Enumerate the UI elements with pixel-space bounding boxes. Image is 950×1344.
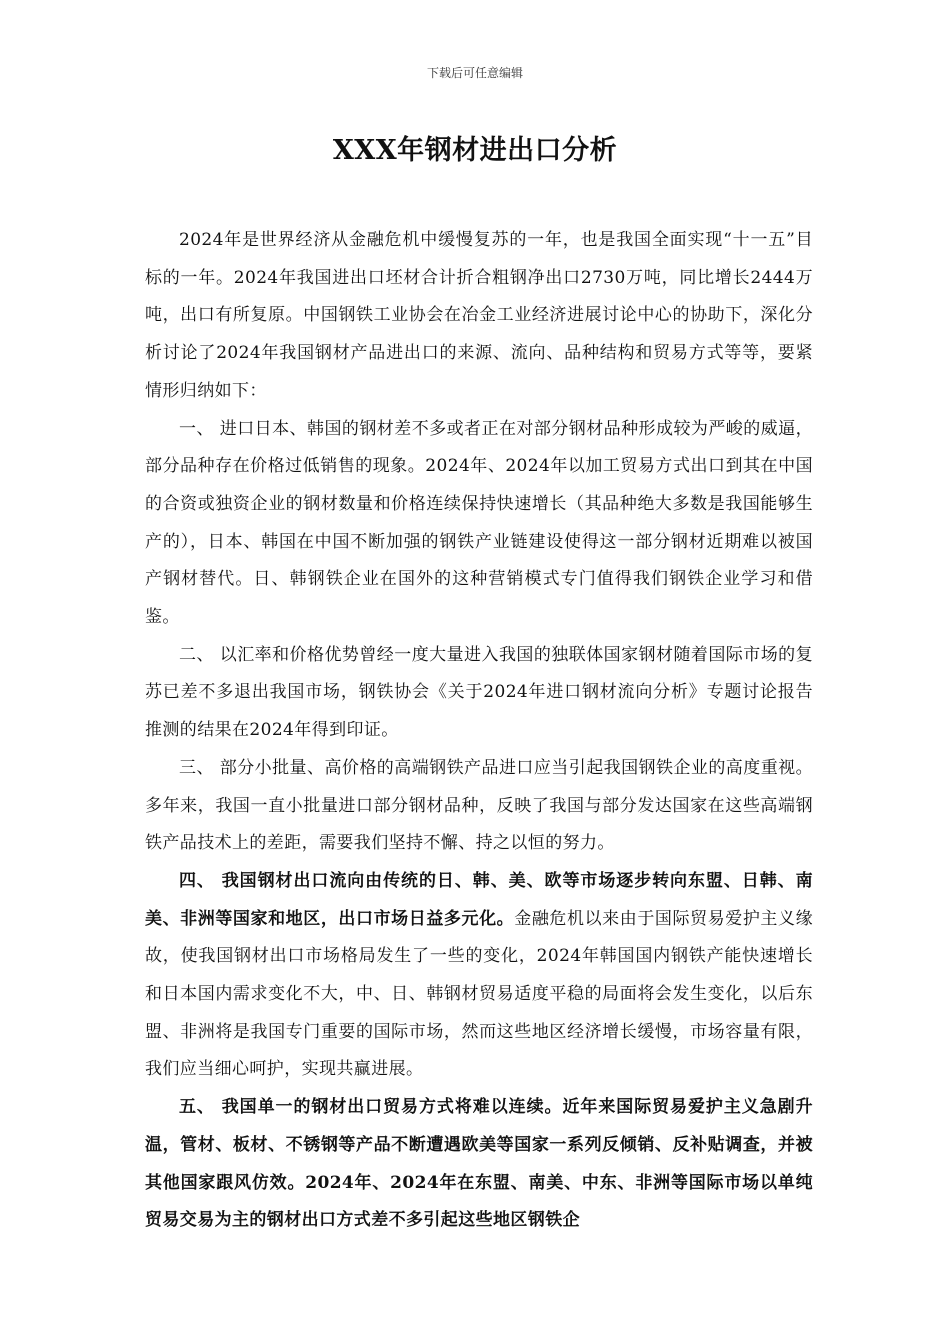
paragraph-point-5 [145,1089,813,1240]
paragraph-text: 二、 以汇率和价格优势曾经一度大量进入我国的独联体国家钢材随着国际市场的复苏已差不多退出我国市场，钢铁协会《关于2024年进口钢材流向分析》专题讨论报告推测的结果在2024年得到印证。 [145,644,813,741]
paragraph-text: 2024年是世界经济从金融危机中缓慢复苏的一年，也是我国全面实现“十一五”目标的一年。2024年我国进出口坯材合计折合粗钢净出口2730万吨，同比增长2444万吨，出口有所复原。中国钢铁工业协会在冶金工业经济进展讨论中心的协助下，深化分析讨论了2024年我国钢材产品进出口的来源、流向、品种结构和贸易方式等等，要紧情形归纳如下： [145,230,813,401]
paragraph-point-1 [145,411,813,637]
paragraph-intro [145,222,813,411]
paragraph-lead: 五、 我国单一的钢材出口贸易方式将难以连续。近年来国际贸易爱护主义急剧升温，管材、板材、不锈钢等产品不断遭遇欧美等国家一系列反倾销、反补贴调查，并被其他国家跟风仿效。2024年、2024年在东盟、南美、中东、非洲等国际市场以单纯贸易交易为主的钢材出口方式差不多引起这些地区钢铁企 [145,1097,813,1231]
header-note: 下载后可任意编辑 [426,66,523,80]
paragraph-lead: 四、 我国钢材出口流向由传统的日、韩、美、欧等市场逐步转向东盟、日韩、南美、非洲等国家和地区，出口市场日益多元化。 [145,870,813,929]
paragraph-text: 金融危机以来由于国际贸易爱护主义缘故，使我国钢材出口市场格局发生了一些的变化，2024年韩国国内钢铁产能快速增长和日本国内需求变化不大，中、日、韩钢材贸易适度平稳的局面将会发生变化，以后东盟、非洲将是我国专门重要的国际市场，然而这些地区经济增长缓慢，市场容量有限，我们应当细心呵护，实现共赢进展。 [145,908,813,1080]
document-body [145,222,813,1240]
paragraph-point-2 [145,637,813,750]
paragraph-text: 一、 进口日本、韩国的钢材差不多或者正在对部分钢材品种形成较为严峻的威逼，部分品种存在价格过低销售的现象。2024年、2024年以加工贸易方式出口到其在中国的合资或独资企业的钢材数量和价格连续保持快速增长（其品种绝大多数是我国能够生产的），日本、韩国在中国不断加强的钢铁产业链建设使得这一部分钢材近期难以被国产钢材替代。日、韩钢铁企业在国外的这种营销模式专门值得我们钢铁企业学习和借鉴。 [145,418,813,628]
document-title: XXX年钢材进出口分析 [332,135,618,166]
paragraph-point-4 [145,863,813,1089]
paragraph-text: 三、 部分小批量、高价格的高端钢铁产品进口应当引起我国钢铁企业的高度重视。多年来，我国一直小批量进口部分钢材品种，反映了我国与部分发达国家在这些高端钢铁产品技术上的差距，需要我们坚持不懈、持之以恒的努力。 [145,757,813,854]
paragraph-point-3 [145,750,813,863]
